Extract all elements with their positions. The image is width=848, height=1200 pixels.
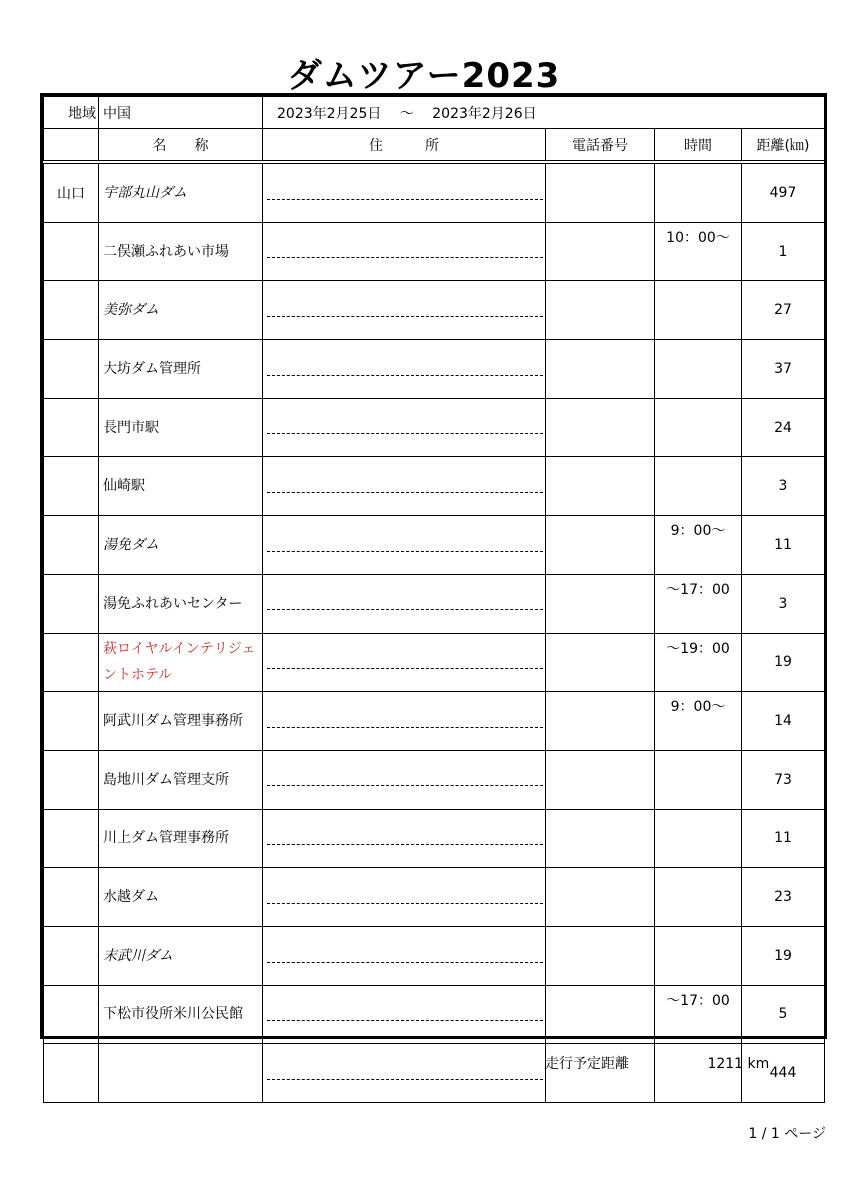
date-tilde: ～ (399, 105, 414, 122)
row-name: 仙崎駅 (99, 457, 263, 516)
row-region (44, 1044, 99, 1103)
row-distance: 27 (742, 281, 825, 340)
row-region (44, 985, 99, 1044)
address-dashed-line (267, 903, 543, 904)
table-row (44, 692, 825, 751)
row-phone (546, 516, 655, 575)
row-time (655, 164, 742, 223)
table-row (44, 868, 825, 927)
row-name: 宇部丸山ダム (99, 164, 263, 223)
row-region (44, 340, 99, 399)
row-phone (546, 985, 655, 1044)
row-name: 下松市役所米川公民館 (99, 985, 263, 1044)
row-address (263, 692, 546, 751)
row-phone (546, 574, 655, 633)
row-distance: 24 (742, 398, 825, 457)
region-value: 中国 (99, 97, 263, 129)
row-distance: 37 (742, 340, 825, 399)
header-distance: 距離(㎞) (742, 129, 825, 161)
row-name: 大坊ダム管理所 (99, 340, 263, 399)
table-row (44, 457, 825, 516)
table-row (44, 222, 825, 281)
row-phone (546, 457, 655, 516)
row-address (263, 457, 546, 516)
row-name: 川上ダム管理事務所 (99, 809, 263, 868)
address-dashed-line (267, 609, 543, 610)
table-row (44, 398, 825, 457)
total-distance-value: 1211 km (707, 1056, 770, 1072)
row-distance: 23 (742, 868, 825, 927)
row-name: 二俣瀬ふれあい市場 (99, 222, 263, 281)
row-name: 長門市駅 (99, 398, 263, 457)
row-region (44, 398, 99, 457)
row-distance: 73 (742, 750, 825, 809)
row-address (263, 926, 546, 985)
date-range (263, 97, 825, 129)
row-time (655, 809, 742, 868)
address-dashed-line (267, 962, 543, 963)
row-time (655, 457, 742, 516)
row-region (44, 868, 99, 927)
row-region (44, 809, 99, 868)
row-region (44, 926, 99, 985)
row-name: 湯免ダム (99, 516, 263, 575)
row-name: 末武川ダム (99, 926, 263, 985)
row-phone (546, 164, 655, 223)
row-phone (546, 926, 655, 985)
row-distance: 497 (742, 164, 825, 223)
row-time (655, 398, 742, 457)
row-region (44, 574, 99, 633)
address-dashed-line (267, 1020, 543, 1021)
address-dashed-line (267, 199, 543, 200)
row-address (263, 750, 546, 809)
row-time: 9：00～ (655, 692, 742, 751)
row-name: 萩ロイヤルインテリジェントホテル (99, 633, 263, 692)
table-row (44, 574, 825, 633)
address-dashed-line (267, 1079, 543, 1080)
address-dashed-line (267, 375, 543, 376)
row-phone (546, 281, 655, 340)
table-row (44, 750, 825, 809)
row-address (263, 398, 546, 457)
row-distance: 19 (742, 926, 825, 985)
row-region (44, 457, 99, 516)
row-address (263, 574, 546, 633)
region-label: 地域 (44, 97, 99, 129)
row-name: 湯免ふれあいセンター (99, 574, 263, 633)
row-time (655, 750, 742, 809)
row-distance: 3 (742, 574, 825, 633)
row-phone (546, 222, 655, 281)
table-row (44, 281, 825, 340)
header-address: 住 所 (263, 129, 546, 161)
start-date: 2023年2月25日 (277, 105, 382, 122)
address-dashed-line (267, 492, 543, 493)
row-time (655, 340, 742, 399)
header-time: 時間 (655, 129, 742, 161)
row-name: 阿武川ダム管理事務所 (99, 692, 263, 751)
row-distance: 1 (742, 222, 825, 281)
page-title: ダムツアー2023 (287, 56, 561, 96)
table-row (44, 926, 825, 985)
row-phone (546, 633, 655, 692)
table-row (44, 985, 825, 1044)
row-address (263, 985, 546, 1044)
row-phone (546, 692, 655, 751)
table-row (44, 164, 825, 223)
row-region (44, 222, 99, 281)
row-phone (546, 398, 655, 457)
row-region (44, 281, 99, 340)
address-dashed-line (267, 668, 543, 669)
row-distance: 3 (742, 457, 825, 516)
address-dashed-line (267, 551, 543, 552)
row-distance: 5 (742, 985, 825, 1044)
row-address (263, 1044, 546, 1103)
row-phone (546, 809, 655, 868)
row-distance: 11 (742, 809, 825, 868)
row-phone (546, 340, 655, 399)
address-dashed-line (267, 844, 543, 845)
info-row (44, 97, 825, 129)
table-row (44, 516, 825, 575)
row-region (44, 692, 99, 751)
row-address (263, 164, 546, 223)
row-time: 10：00～ (655, 222, 742, 281)
table-row (44, 340, 825, 399)
row-address (263, 222, 546, 281)
itinerary-table (43, 96, 825, 1103)
row-address (263, 633, 546, 692)
row-address (263, 809, 546, 868)
row-time (655, 281, 742, 340)
row-address (263, 281, 546, 340)
row-distance: 444 (742, 1044, 825, 1103)
header-row (44, 129, 825, 161)
header-phone: 電話番号 (546, 129, 655, 161)
row-name: 島地川ダム管理支所 (99, 750, 263, 809)
page-number: 1 / 1 ページ (748, 1126, 826, 1142)
row-region (44, 750, 99, 809)
row-address (263, 868, 546, 927)
total-distance-label: 走行予定距離 (545, 1056, 629, 1072)
address-dashed-line (267, 785, 543, 786)
header-region (44, 129, 99, 161)
address-dashed-line (267, 316, 543, 317)
row-region: 山口 (44, 164, 99, 223)
end-date: 2023年2月26日 (432, 105, 537, 122)
row-name (99, 1044, 263, 1103)
row-name: 水越ダム (99, 868, 263, 927)
row-time: ～19：00 (655, 633, 742, 692)
row-phone (546, 750, 655, 809)
table-row (44, 633, 825, 692)
row-time: ～17：00 (655, 985, 742, 1044)
address-dashed-line (267, 433, 543, 434)
address-dashed-line (267, 727, 543, 728)
total-distance (545, 1053, 769, 1073)
row-address (263, 340, 546, 399)
address-dashed-line (267, 257, 543, 258)
header-name: 名 称 (99, 129, 263, 161)
row-phone (546, 868, 655, 927)
row-distance: 14 (742, 692, 825, 751)
row-time: 9：00～ (655, 516, 742, 575)
row-region (44, 633, 99, 692)
row-distance: 19 (742, 633, 825, 692)
row-address (263, 516, 546, 575)
row-region (44, 516, 99, 575)
row-time: ～17：00 (655, 574, 742, 633)
table-row (44, 809, 825, 868)
row-name: 美弥ダム (99, 281, 263, 340)
row-distance: 11 (742, 516, 825, 575)
row-time (655, 868, 742, 927)
row-time (655, 926, 742, 985)
